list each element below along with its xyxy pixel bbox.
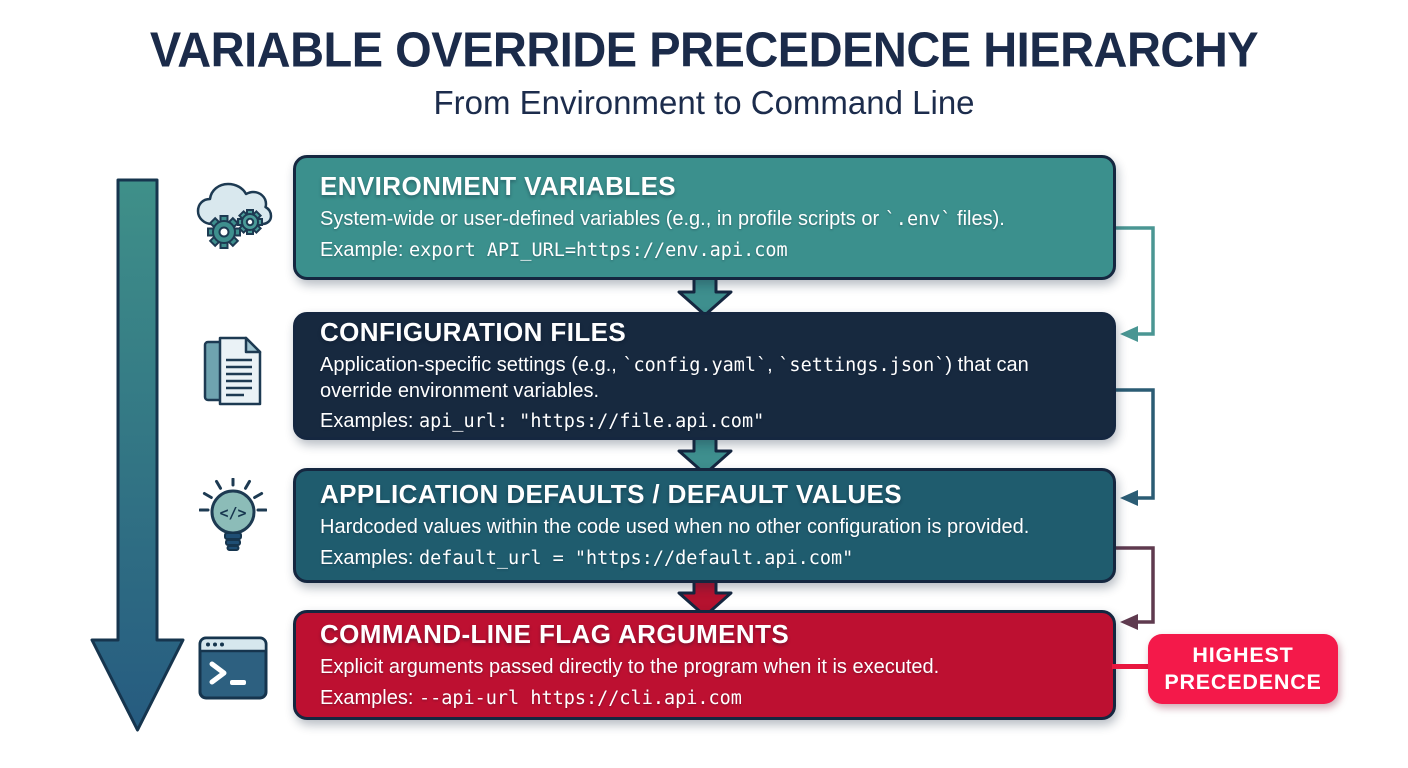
badge-line2: PRECEDENCE xyxy=(1164,670,1322,694)
badge-connector-line xyxy=(1112,664,1152,669)
level-heading: ENVIRONMENT VARIABLES xyxy=(320,171,677,202)
terminal-icon xyxy=(198,636,268,700)
lightbulb-code-icon xyxy=(199,478,267,560)
level-description: Hardcoded values within the code used when no other configuration is provided. xyxy=(320,516,1030,539)
level-command-line-flags xyxy=(293,610,1116,720)
side-connector-2 xyxy=(1114,384,1160,510)
level-description: System-wide or user-defined variables (e.g., in profile scripts or `.env` files). xyxy=(320,208,1005,231)
cloud-gears-icon xyxy=(190,178,278,252)
level-description: Explicit arguments passed directly to the program when it is executed. xyxy=(320,655,940,678)
files-icon xyxy=(202,330,268,408)
level-heading: COMMAND-LINE FLAG ARGUMENTS xyxy=(320,618,790,649)
level-example: Examples: default_url = "https://default.api.com" xyxy=(320,547,854,569)
level-description: Application-specific settings (e.g., `config.yaml`, `settings.json`) that can override environment variables. xyxy=(320,354,1029,402)
page-title: VARIABLE OVERRIDE PRECEDENCE HIERARCHY xyxy=(149,21,1259,78)
badge-line1: HIGHEST xyxy=(1192,643,1294,668)
level-configuration-files xyxy=(293,312,1116,440)
precedence-flow-arrow xyxy=(85,178,191,734)
level-application-defaults xyxy=(293,468,1116,583)
side-connector-1 xyxy=(1114,222,1160,346)
side-connector-3 xyxy=(1114,542,1160,634)
svg-text:</>: </> xyxy=(219,504,247,522)
level-environment-variables xyxy=(293,155,1116,280)
down-arrow-1-icon xyxy=(676,277,734,317)
level-heading: APPLICATION DEFAULTS / DEFAULT VALUES xyxy=(320,479,902,510)
level-example: Example: export API_URL=https://env.api.com xyxy=(320,239,788,261)
level-heading: CONFIGURATION FILES xyxy=(320,317,627,348)
level-example: Examples: api_url: "https://file.api.com" xyxy=(320,410,765,433)
level-example: Examples: --api-url https://cli.api.com xyxy=(320,686,742,709)
highest-precedence-badge xyxy=(1148,634,1338,704)
page-subtitle: From Environment to Command Line xyxy=(433,84,975,121)
